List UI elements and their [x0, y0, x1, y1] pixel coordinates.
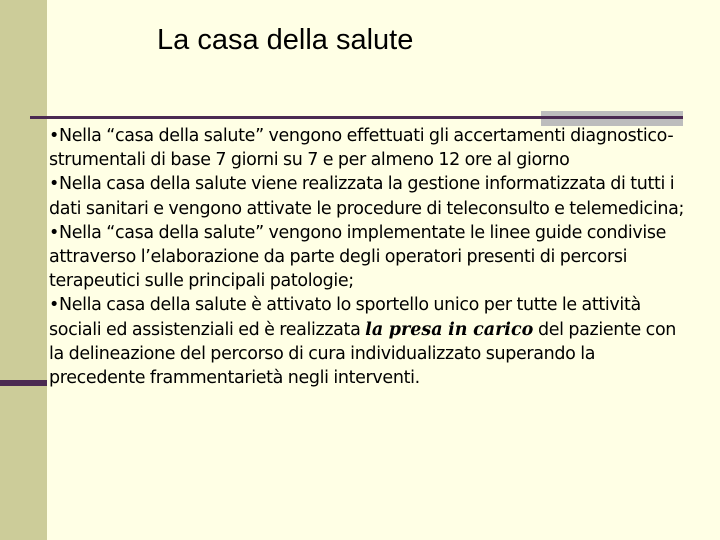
divider-accent-line [541, 116, 683, 119]
bullet-item [49, 221, 689, 294]
bullet-marker: • [49, 126, 59, 146]
emphasized-phrase: la presa in carico [365, 319, 534, 340]
bullet-marker: • [49, 174, 59, 195]
bullet-item [49, 293, 689, 390]
slide-title: La casa della salute [157, 24, 414, 56]
bullet-text-before-emphasis: Nella casa della salute è attivato lo sportello unico per tutte le attività sociali ed assistenziali ed è realizzata [49, 295, 641, 340]
bullet-marker: • [49, 295, 59, 316]
bullet-item [49, 124, 689, 172]
bullet-text: Nella “casa della salute” vengono implementate le linee guide condivise attraverso l’elaborazione da parte degli operatori presenti di percorsi terapeutici sulle principali patologie; [49, 222, 667, 292]
bullet-text: Nella casa della salute viene realizzata la gestione informatizzata di tutti i dati sanitari e vengono attivate le procedure di teleconsulto e telemedicina; [49, 174, 684, 219]
slide-body [49, 124, 689, 390]
bullet-text-after-emphasis: del paziente con la delineazione del percorso di cura individualizzato superando la precedente frammentarietà negli interventi. [49, 319, 677, 389]
bullet-marker: • [49, 222, 59, 243]
left-accent-bar [0, 380, 47, 386]
bullet-item [49, 172, 689, 220]
left-decorative-band [0, 0, 47, 540]
bullet-text: Nella “casa della salute” vengono effettuati gli accertamenti diagnostico- strumentali di base 7 giorni su 7 e per almeno 12 ore al giorno [49, 126, 674, 171]
